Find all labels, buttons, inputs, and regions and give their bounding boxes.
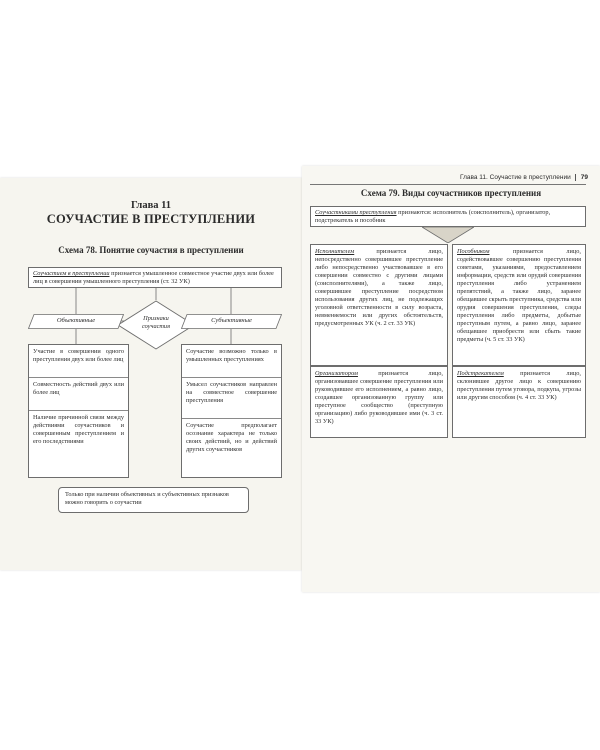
subjective-label: Субъективные — [211, 317, 252, 324]
objective-item: Участие в совершении одного преступления двух или более лиц — [29, 345, 128, 378]
objective-features-list — [28, 344, 129, 478]
definition-term: Соучастием в преступлении — [33, 270, 110, 277]
accessory-text: признается лицо, содействовавшее совершению преступления советами, указаниями, предоставлением информации, средств или орудий совершения преступления либо устранением препятствий, а также лицо, заранее обещавшее скрыть преступника, средства или орудия совершения преступления, следы преступления либо предметы, добытые преступным путем, а равно лицо, заранее обещавшее приобрести или сбыть такие предметы (ч. 5 ст. 33 УК) — [457, 248, 581, 343]
accessory-term: Пособником — [457, 248, 490, 255]
objective-label-tab — [28, 314, 124, 329]
running-head — [460, 174, 588, 181]
scheme-78-title: Схема 78. Понятие соучастия в преступлении — [58, 245, 244, 255]
subjective-item: Соучастие предполагает осознание характера не только своих действий, но и действий других соучастников — [186, 422, 277, 453]
accomplices-box — [310, 206, 586, 227]
instigator-box — [452, 366, 586, 438]
accomplices-text: признаются: исполнитель (соисполнитель), организатор, подстрекатель и пособник — [315, 209, 551, 224]
organizer-box — [310, 366, 448, 438]
instigator-text: признается лицо, склонившее другое лицо к совершению преступления путем уговора, подкупа, угрозы или другим способом (ч. 4 ст. 33 УК) — [457, 370, 581, 401]
executor-box — [310, 244, 448, 366]
scheme-79-title: Схема 79. Виды соучастников преступления — [360, 188, 542, 198]
down-arrow-icon — [422, 227, 474, 243]
page-number: 79 — [575, 174, 588, 181]
objective-label: Объективные — [56, 317, 96, 324]
features-label: Признаки соучастия — [141, 315, 171, 330]
subjective-features-list — [181, 344, 282, 478]
organizer-text: признается лицо, организовавшее совершение преступления или руководившее его исполнением, а равно лицо, создавшее организованную группу или преступное сообщество (преступную организацию) либо руководившее ими (ч. 3 ст. 33 УК) — [315, 370, 443, 425]
left-page — [0, 178, 302, 570]
definition-text: признается умышленное совместное участие двух или более лиц в совершении умышленного преступления (ст. 32 УК) — [33, 270, 274, 285]
objective-item: Совместность действий двух или более лиц — [29, 378, 128, 411]
instigator-term: Подстрекателем — [457, 370, 504, 377]
executor-term: Исполнителем — [315, 248, 355, 255]
conclusion-box: Только при наличии объективных и субъективных признаков можно говорить о соучастии — [58, 487, 249, 513]
subjective-item: Умысел соучастников направлен на совместное совершение преступления — [182, 378, 281, 419]
executor-text: признается лицо, непосредственно совершившее преступление либо непосредственно участвовавшее в его совершении совместно с другими лицами (соисполнителями), а также лицо, совершившее преступление посредством использования других лиц, не подлежащих уголовной ответственности в силу возраста, невменяемости или других обстоятельств, предусмотренных УК (ч. 2 ст. 33 УК) — [315, 248, 443, 327]
subjective-item: Соучастие возможно только в умышленных преступлениях — [182, 345, 281, 378]
objective-item: Наличие причинной связи между действиями соучастников и совершенным преступлением и его последствиями — [33, 414, 124, 445]
chapter-title: Глава 11 — [130, 200, 172, 211]
definition-box — [28, 267, 282, 288]
accessory-box — [452, 244, 586, 366]
accomplices-term: Соучастниками преступления — [315, 209, 397, 216]
right-page — [302, 166, 600, 592]
chapter-subtitle: СОУЧАСТИЕ В ПРЕСТУПЛЕНИИ — [46, 212, 256, 226]
running-head-title: Глава 11. Соучастие в преступлении — [459, 174, 571, 181]
header-rule — [310, 184, 586, 185]
organizer-term: Организатором — [315, 370, 358, 377]
subjective-label-tab — [181, 314, 282, 329]
